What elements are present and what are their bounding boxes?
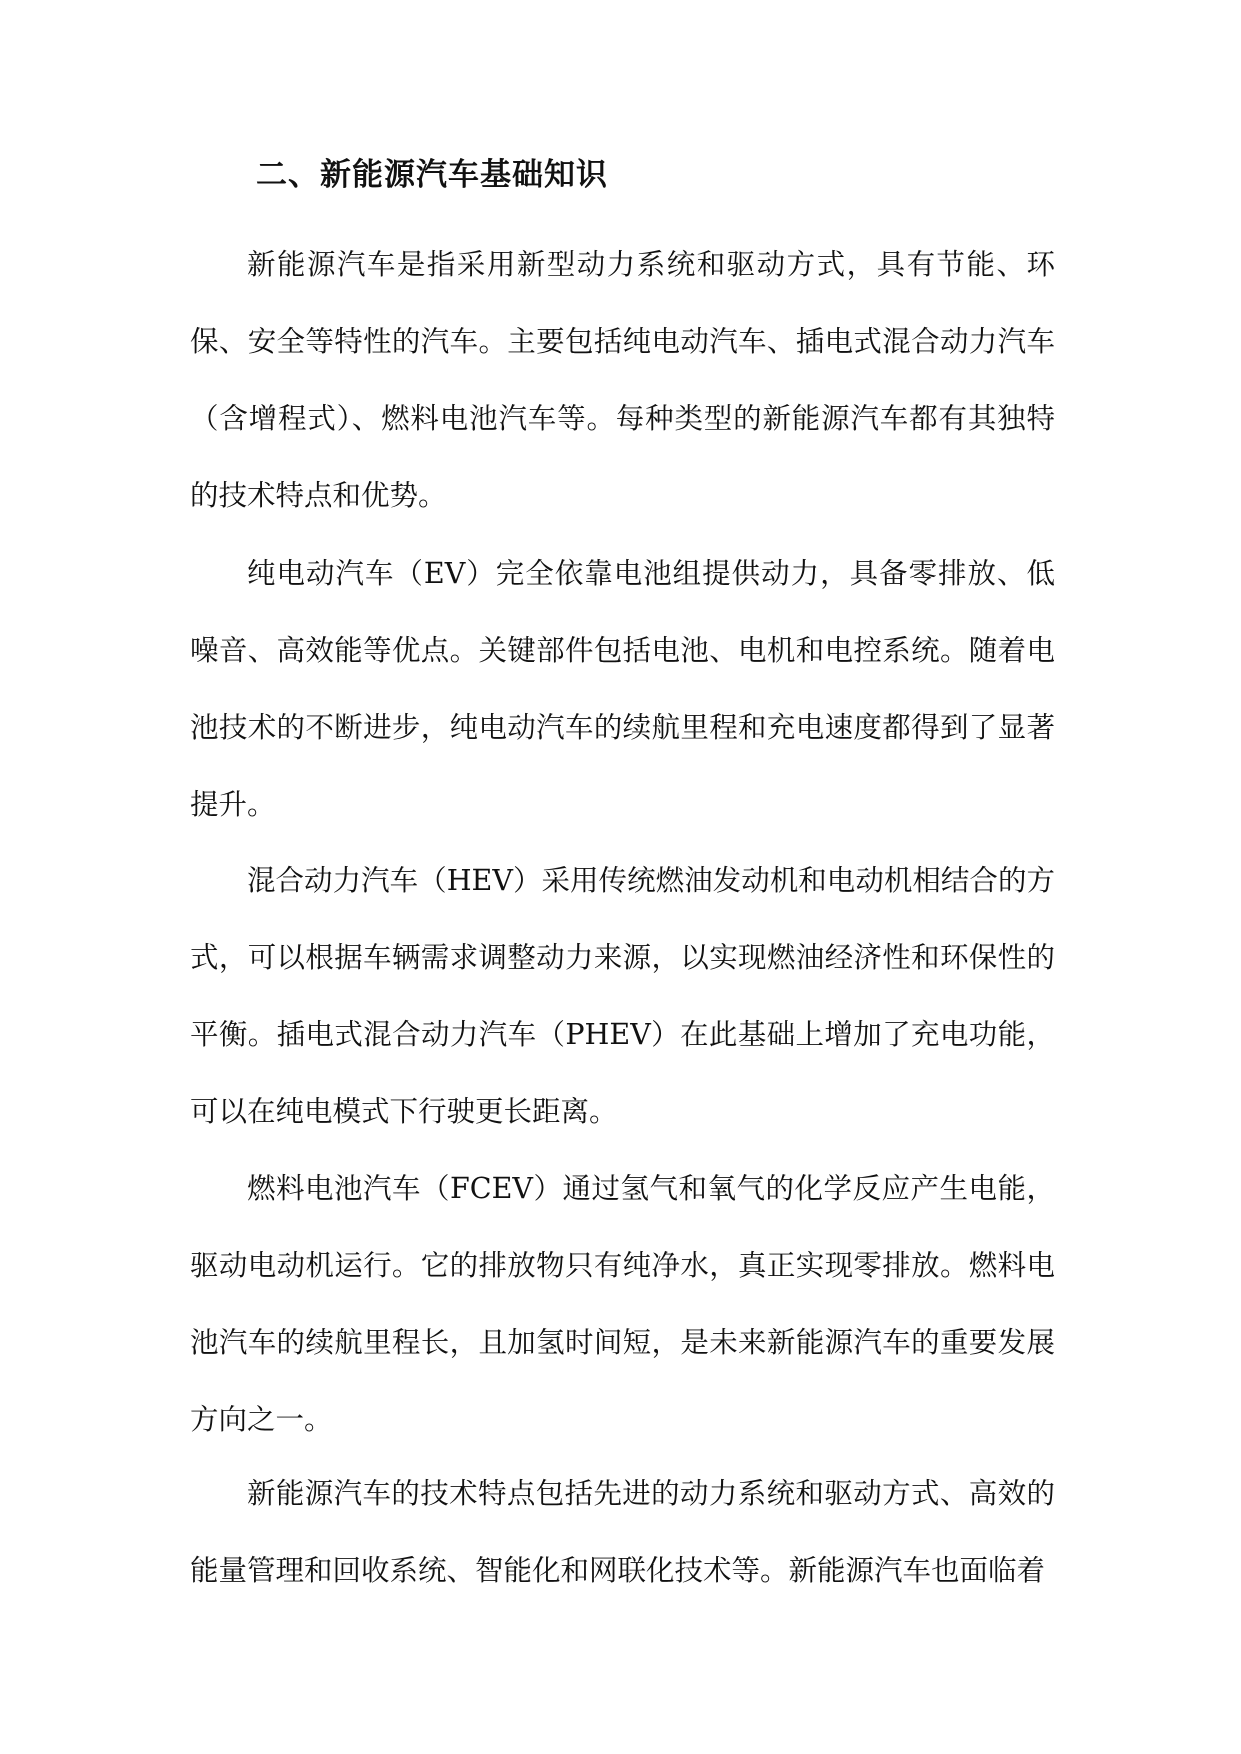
paragraph-tech-features: 新能源汽车的技术特点包括先进的动力系统和驱动方式、高效的能量管理和回收系统、智能化和网联化技术等。新能源汽车也面临着 — [190, 1477, 1055, 1587]
paragraph-hev-phev: 混合动力汽车（HEV）采用传统燃油发动机和电动机相结合的方式，可以根据车辆需求调整动力来源，以实现燃油经济性和环保性的平衡。插电式混合动力汽车（PHEV）在此基础上增加了充电功能，可以在纯电模式下行驶更长距离。 — [190, 864, 1055, 1128]
paragraph-ev: 纯电动汽车（EV）完全依靠电池组提供动力，具备零排放、低噪音、高效能等优点。关键部件包括电池、电机和电控系统。随着电池技术的不断进步，纯电动汽车的续航里程和充电速度都得到了显著提升。 — [190, 557, 1055, 821]
paragraph-nev-overview: 新能源汽车是指采用新型动力系统和驱动方式，具有节能、环保、安全等特性的汽车。主要包括纯电动汽车、插电式混合动力汽车（含增程式）、燃料电池汽车等。每种类型的新能源汽车都有其独特的技术特点和优势。 — [190, 248, 1055, 512]
paragraph-fcev: 燃料电池汽车（FCEV）通过氢气和氧气的化学反应产生电能，驱动电动机运行。它的排放物只有纯净水，真正实现零排放。燃料电池汽车的续航里程长，且加氢时间短，是未来新能源汽车的重要发展方向之一。 — [190, 1172, 1055, 1436]
section-heading: 二、新能源汽车基础知识 — [256, 157, 608, 193]
